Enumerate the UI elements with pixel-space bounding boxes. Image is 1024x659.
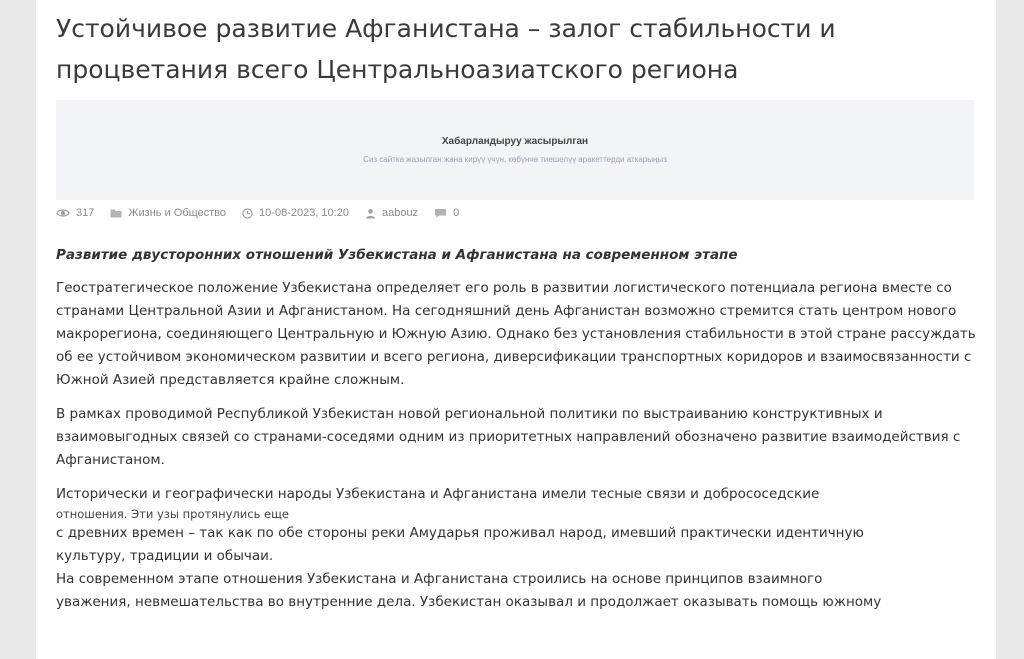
meta-date [242,207,349,219]
category-link[interactable]: Жизнь и Общество [128,207,227,219]
text-line: с древних времен – так как по обе стороны реки Амударья проживал народ, имевший практически идентичную [56,525,864,541]
meta-views [56,207,94,219]
clock-icon [242,208,253,219]
article-subtitle: Развитие двусторонних отношений Узбекистана и Афганистана на современном этапе [56,247,738,263]
text-line: На современном этапе отношения Узбекистана и Афганистана строились на основе принципов взаимного [56,571,823,587]
folder-icon [110,208,122,218]
article-page [36,0,996,659]
meta-comments[interactable] [434,207,459,219]
banner-subtitle: Сиз сайтка жазылган жана кирүү үчүн, көбүнчө тиешелүү аракеттерди аткарыңыз [363,155,667,164]
comments-count: 0 [453,207,460,219]
banner-title: Хабарландыруу жасырылган [441,136,589,147]
user-icon [365,208,376,219]
meta-category[interactable] [110,207,226,219]
article-meta [56,204,475,222]
text-line: Исторически и географически народы Узбекистана и Афганистана имели тесные связи и добрососедские [56,486,820,502]
author-link[interactable]: aabouz [381,207,419,219]
text-line: отношения. Эти узы протянулись еще [56,507,289,521]
text-line: уважения, невмешательства во внутренние дела. Узбекистан оказывал и продолжает оказывать помощь южному [56,594,882,610]
paragraph [56,483,976,614]
comment-icon [434,208,447,219]
hidden-ad-banner [56,100,974,200]
paragraph: В рамках проводимой Республикой Узбекистан новой региональной политики по выстраиванию конструктивных и взаимовыгодных связей со странами-соседями одним из приоритетных направлений обозначено развитие взаимодействия с Афганистаном. [56,406,961,468]
publish-date: 10-08-2023, 10:20 [259,207,349,219]
article-title: Устойчивое развитие Афганистана – залог стабильности и процветания всего Центральноазиатского региона [56,14,836,84]
meta-author[interactable] [365,207,418,219]
text-line: культуру, традиции и обычаи. [56,548,274,564]
paragraph: Геостратегическое положение Узбекистана определяет его роль в развитии логистического потенциала региона вместе со странами Центральной Азии и Афганистаном. На сегодняшний день Афганистан возможно стремится стать центром нового макрорегиона, соединяющего Центральную и Южную Азию. Однако без установления стабильности в этой стране рассуждать об ее устойчивом экономическом развитии и всего региона, диверсификации транспортных коридоров и взаимосвязанности с Южной Азией представляется крайне сложным. [56,280,976,388]
article-body [56,244,976,614]
eye-icon [56,208,70,218]
views-count: 317 [76,207,95,219]
